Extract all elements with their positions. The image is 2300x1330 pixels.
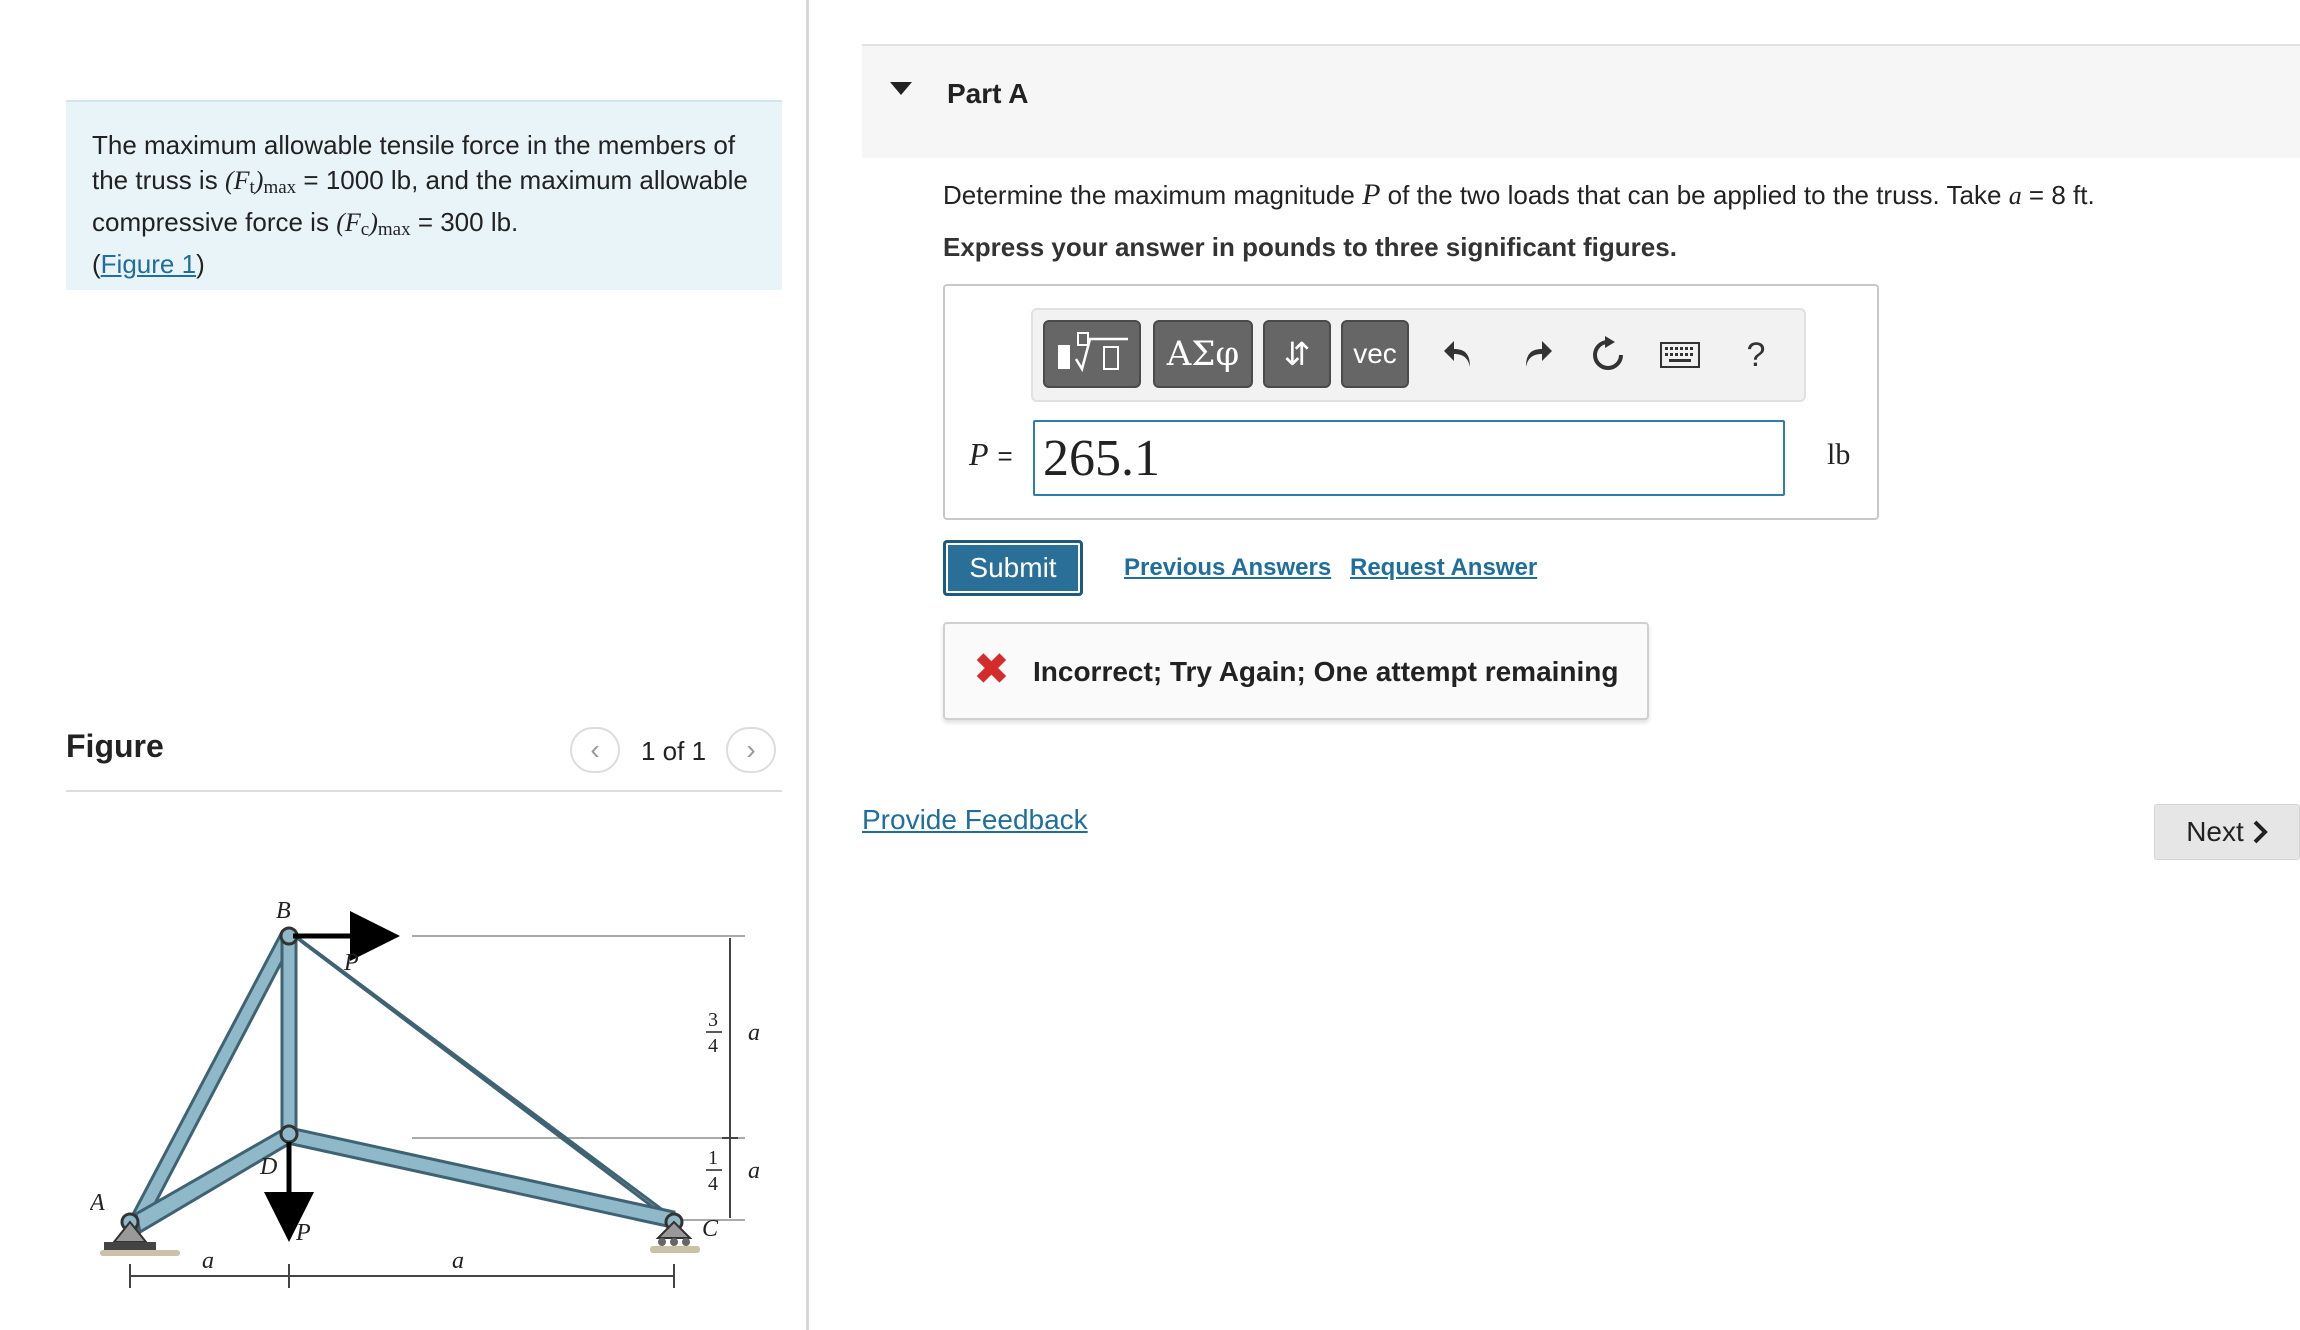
label-p-top: P (344, 950, 359, 976)
label-a-right: a (452, 1248, 464, 1274)
x-icon: ✖ (973, 645, 1010, 694)
label-c: C (702, 1216, 719, 1242)
chevron-left-icon: ‹ (590, 734, 600, 765)
max-subscript-2: max (377, 219, 411, 240)
joint-d (281, 1126, 297, 1142)
previous-answers-link[interactable]: Previous Answers (1124, 554, 1332, 581)
pane-divider[interactable] (806, 0, 809, 1330)
frac-lower-num: 1 (708, 1147, 718, 1169)
answer-label: P = (969, 436, 1013, 472)
left-pane (0, 0, 806, 1330)
answer-box (943, 284, 1879, 520)
figure-link[interactable]: Figure 1 (100, 249, 197, 279)
ft-value: = 1000 lb, and the maximum allowable compressive force is (92, 165, 748, 237)
templates-button[interactable] (1043, 320, 1141, 388)
templates-icon (1052, 329, 1132, 379)
label-d: D (260, 1154, 278, 1180)
question-text: Determine the maximum magnitude P of the two loads that can be applied to the truss. Take a = 8 ft. (943, 178, 2095, 211)
page-indicator: 1 of 1 (641, 736, 707, 766)
help-button[interactable]: ? (1746, 335, 1766, 374)
feedback-message: Incorrect; Try Again; One attempt remaining (1033, 656, 1619, 687)
label-a-lower: a (748, 1158, 760, 1184)
figure-header (66, 720, 782, 792)
truss-figure (90, 880, 770, 1290)
math-toolbar (1031, 308, 1806, 402)
figure-title: Figure (66, 728, 164, 764)
reset-icon[interactable] (1581, 328, 1635, 382)
unit-label: lb (1827, 438, 1851, 471)
question-var-a: a (2008, 181, 2022, 210)
ft-symbol: $(F_t)$ (224, 166, 264, 198)
label-b: B (276, 898, 291, 924)
frac-lower-den: 4 (708, 1173, 718, 1195)
member-bd (282, 938, 296, 1130)
answer-input[interactable] (1033, 420, 1785, 496)
question-var-p: P (1362, 178, 1381, 211)
chevron-right-icon: › (746, 734, 756, 765)
roller-support-c (650, 1222, 700, 1253)
redo-icon[interactable] (1509, 328, 1563, 382)
truss-members (130, 932, 678, 1232)
problem-text: The maximum allowable tensile force in the members of the truss is (92, 130, 736, 195)
frac-upper-den: 4 (708, 1035, 718, 1057)
label-p-bottom: P (296, 1220, 311, 1246)
submit-button[interactable]: Submit (943, 540, 1083, 596)
instruction-text: Express your answer in pounds to three significant figures. (943, 232, 1677, 262)
problem-statement: The maximum allowable tensile force in the members of the truss is $(F_t)_{max} = 1000$ lb, and the maximum allowable compressive force is $(F_c)_{max} = 300$ lb. (Figure 1) (66, 100, 782, 290)
label-a-upper: a (748, 1020, 760, 1046)
keyboard-icon[interactable] (1653, 328, 1707, 382)
caret-down-icon[interactable] (890, 82, 912, 95)
part-title: Part A (947, 78, 1029, 109)
fc-symbol: $(F_c)$ (336, 208, 378, 240)
provide-feedback-link[interactable]: Provide Feedback (862, 804, 1088, 835)
frac-upper-num: 3 (708, 1009, 718, 1031)
greek-symbols-button[interactable]: ΑΣφ (1153, 320, 1253, 388)
label-a-left: a (202, 1248, 214, 1274)
chevron-right-icon (2252, 820, 2268, 844)
next-button[interactable] (2154, 804, 2300, 860)
arrows-button[interactable]: ⇵ (1263, 320, 1331, 388)
next-figure-button[interactable] (726, 727, 776, 773)
prev-figure-button[interactable] (570, 727, 620, 773)
request-answer-link[interactable]: Request Answer (1350, 554, 1538, 581)
next-label: Next (2186, 816, 2244, 847)
part-header[interactable] (862, 44, 2300, 158)
label-a: A (90, 1190, 105, 1216)
undo-icon[interactable] (1433, 328, 1487, 382)
max-subscript: max (263, 177, 297, 198)
fc-value: = 300 lb. (417, 207, 519, 237)
feedback-box (943, 622, 1649, 720)
vector-button[interactable]: vec (1341, 320, 1409, 388)
